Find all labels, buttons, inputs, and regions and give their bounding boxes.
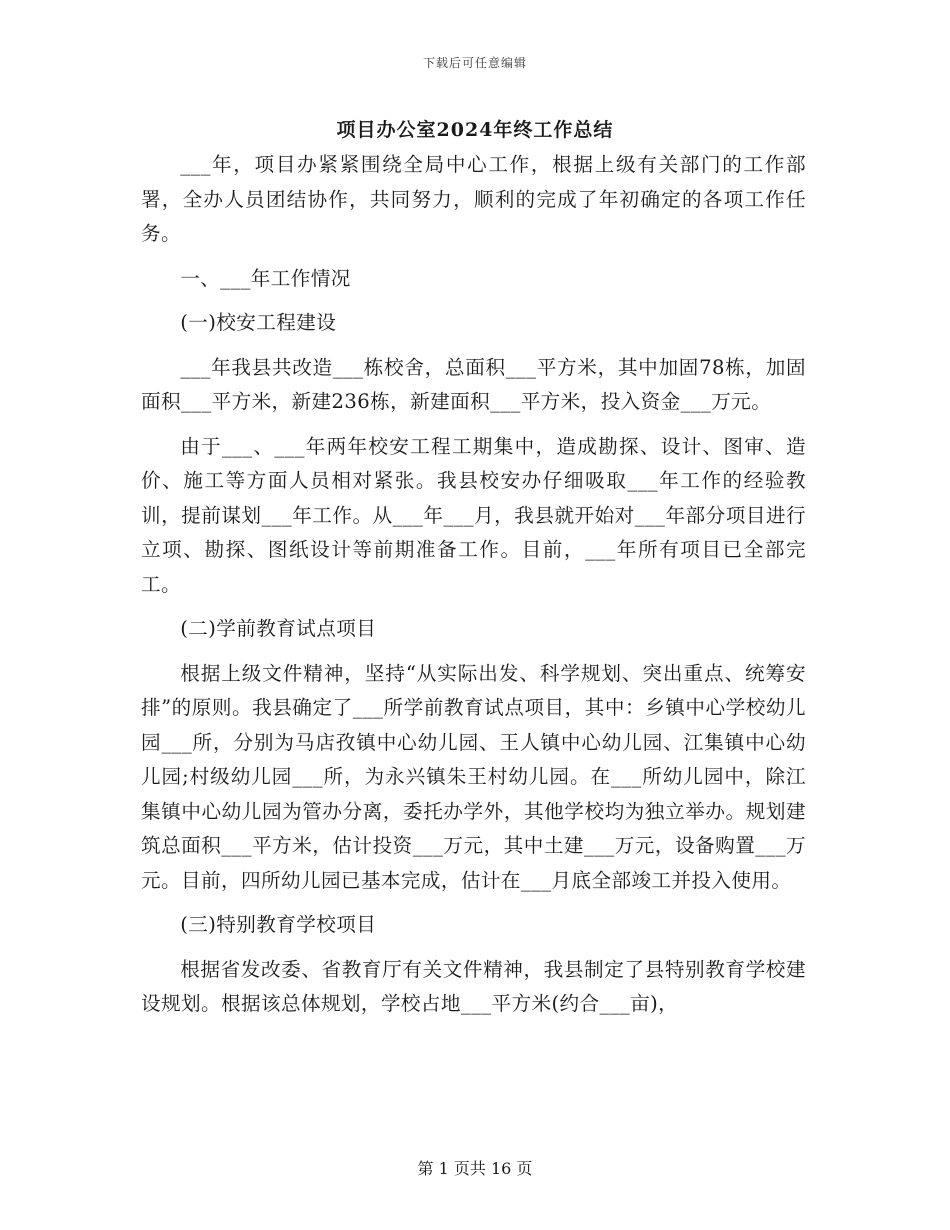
document-title: 项目办公室2024年终工作总结 — [336, 119, 614, 141]
paragraph-intro: ___年，项目办紧紧围绕全局中心工作，根据上级有关部门的工作部署，全办人员团结协作，共同努力，顺利的完成了年初确定的各项工作任务。 — [141, 153, 806, 245]
subsection-heading-school-safety: (一)校安工程建设 — [180, 311, 337, 334]
page-number: 第 1 页共 16 页 — [417, 1159, 533, 1178]
paragraph-preschool: 根据上级文件精神，坚持“从实际出发、科学规划、突出重点、统筹安排”的原则。我县确定了___所学前教育试点项目，其中：乡镇中心学校幼儿园___所，分别为马店孜镇中心幼儿园、王人镇中心幼儿园、江集镇中心幼儿园;村级幼儿园___所，为永兴镇朱王村幼儿园。在___所幼儿园中，除江集镇中心幼儿园为管办分离，委托办学外，其他学校均为独立举办。规划建筑总面积___平方米，估计投资___万元，其中土建___万元，设备购置___万元。目前，四所幼儿园已基本完成，估计在___月底全部竣工并投入使用。 — [141, 661, 806, 892]
subsection-heading-preschool: (二)学前教育试点项目 — [180, 617, 377, 640]
header-note: 下载后可任意编辑 — [422, 56, 527, 70]
document-body — [141, 148, 806, 1022]
paragraph-school-safety-stats: ___年我县共改造___栋校舍，总面积___平方米，其中加固78栋，加固面积___平方米，新建236栋，新建面积___平方米，投入资金___万元。 — [141, 355, 806, 413]
section-heading-work-status: 一、___年工作情况 — [180, 266, 351, 290]
subsection-heading-special-education: (三)特别教育学校项目 — [180, 913, 377, 936]
paragraph-special-education: 根据省发改委、省教育厅有关文件精神，我县制定了县特别教育学校建设规划。根据该总体规划，学校占地___平方米(约合___亩)， — [141, 957, 806, 1015]
paragraph-school-safety-progress: 由于___、___年两年校安工程工期集中，造成勘探、设计、图审、造价、施工等方面人员相对紧张。我县校安办仔细吸取___年工作的经验教训，提前谋划___年工作。从___年___月，我县就开始对___年部分项目进行立项、勘探、图纸设计等前期准备工作。目前，___年所有项目已全部完工。 — [141, 434, 806, 596]
